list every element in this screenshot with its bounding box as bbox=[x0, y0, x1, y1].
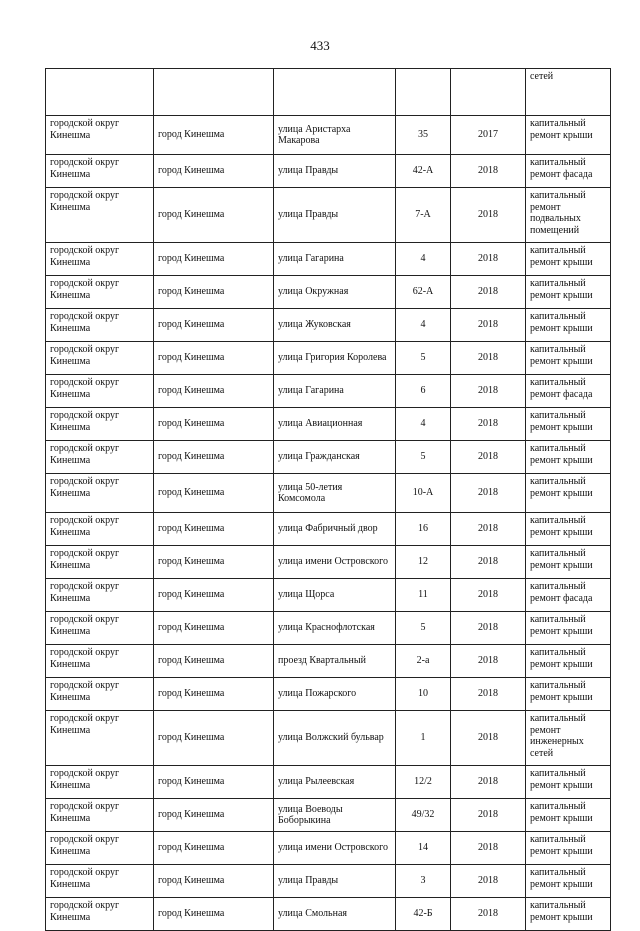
cell-year: 2018 bbox=[451, 513, 526, 546]
cell-district: городской округ Кинешма bbox=[46, 865, 154, 898]
cell-year: 2018 bbox=[451, 188, 526, 243]
cell-district: городской округ Кинешма bbox=[46, 711, 154, 766]
cell-year: 2018 bbox=[451, 276, 526, 309]
table-row bbox=[46, 441, 611, 474]
cell-district: городской округ Кинешма bbox=[46, 546, 154, 579]
cell-city: город Кинешма bbox=[154, 116, 274, 155]
cell-district bbox=[46, 69, 154, 116]
table-row bbox=[46, 155, 611, 188]
cell-street: улица Фабричный двор bbox=[274, 513, 396, 546]
table-row-continued bbox=[46, 69, 611, 116]
cell-house: 49/32 bbox=[396, 799, 451, 832]
cell-work: капитальный ремонт крыши bbox=[526, 898, 611, 931]
cell-district: городской округ Кинешма bbox=[46, 612, 154, 645]
cell-house: 4 bbox=[396, 408, 451, 441]
cell-house: 42-Б bbox=[396, 898, 451, 931]
cell-city: город Кинешма bbox=[154, 408, 274, 441]
cell-year: 2018 bbox=[451, 342, 526, 375]
cell-street: улица имени Островского bbox=[274, 832, 396, 865]
cell-house: 1 bbox=[396, 711, 451, 766]
table-row bbox=[46, 309, 611, 342]
cell-street: улица Пожарского bbox=[274, 678, 396, 711]
page-number: 433 bbox=[310, 38, 330, 53]
cell-house: 12 bbox=[396, 546, 451, 579]
cell-street: улица 50-летия Комсомола bbox=[274, 474, 396, 513]
cell-house: 10-А bbox=[396, 474, 451, 513]
cell-city: город Кинешма bbox=[154, 276, 274, 309]
table-row bbox=[46, 546, 611, 579]
cell-work: капитальный ремонт крыши bbox=[526, 474, 611, 513]
cell-street bbox=[274, 69, 396, 116]
cell-street: улица имени Островского bbox=[274, 546, 396, 579]
cell-year: 2017 bbox=[451, 116, 526, 155]
table-row bbox=[46, 276, 611, 309]
cell-year bbox=[451, 69, 526, 116]
cell-district: городской округ Кинешма bbox=[46, 766, 154, 799]
cell-year: 2018 bbox=[451, 711, 526, 766]
cell-house: 35 bbox=[396, 116, 451, 155]
cell-year: 2018 bbox=[451, 766, 526, 799]
cell-house: 3 bbox=[396, 865, 451, 898]
cell-city: город Кинешма bbox=[154, 612, 274, 645]
table-row bbox=[46, 612, 611, 645]
cell-street: улица Гагарина bbox=[274, 243, 396, 276]
cell-work: капитальный ремонт крыши bbox=[526, 832, 611, 865]
cell-district: городской округ Кинешма bbox=[46, 513, 154, 546]
table-row bbox=[46, 898, 611, 931]
cell-work: капитальный ремонт крыши bbox=[526, 645, 611, 678]
cell-work: капитальный ремонт фасада bbox=[526, 155, 611, 188]
cell-city: город Кинешма bbox=[154, 309, 274, 342]
repair-schedule-table bbox=[45, 68, 611, 931]
cell-city: город Кинешма bbox=[154, 243, 274, 276]
cell-work: капитальный ремонт крыши bbox=[526, 546, 611, 579]
cell-district: городской округ Кинешма bbox=[46, 474, 154, 513]
cell-house: 62-А bbox=[396, 276, 451, 309]
cell-district: городской округ Кинешма bbox=[46, 309, 154, 342]
cell-street: проезд Квартальный bbox=[274, 645, 396, 678]
cell-street: улица Рылеевская bbox=[274, 766, 396, 799]
table-row bbox=[46, 474, 611, 513]
cell-city: город Кинешма bbox=[154, 188, 274, 243]
cell-city: город Кинешма bbox=[154, 441, 274, 474]
cell-district: городской округ Кинешма bbox=[46, 342, 154, 375]
cell-house: 16 bbox=[396, 513, 451, 546]
cell-district: городской округ Кинешма bbox=[46, 408, 154, 441]
cell-district: городской округ Кинешма bbox=[46, 645, 154, 678]
cell-year: 2018 bbox=[451, 612, 526, 645]
cell-work: капитальный ремонт крыши bbox=[526, 799, 611, 832]
cell-city: город Кинешма bbox=[154, 766, 274, 799]
cell-district: городской округ Кинешма bbox=[46, 441, 154, 474]
table-row bbox=[46, 342, 611, 375]
cell-year: 2018 bbox=[451, 678, 526, 711]
cell-year: 2018 bbox=[451, 799, 526, 832]
cell-work: капитальный ремонт крыши bbox=[526, 766, 611, 799]
cell-house: 5 bbox=[396, 342, 451, 375]
table-row bbox=[46, 711, 611, 766]
cell-work: капитальный ремонт крыши bbox=[526, 243, 611, 276]
cell-city: город Кинешма bbox=[154, 342, 274, 375]
cell-work: сетей bbox=[526, 69, 611, 116]
table-row bbox=[46, 188, 611, 243]
cell-street: улица Авиационная bbox=[274, 408, 396, 441]
cell-work: капитальный ремонт фасада bbox=[526, 375, 611, 408]
cell-street: улица Правды bbox=[274, 865, 396, 898]
cell-year: 2018 bbox=[451, 155, 526, 188]
cell-work: капитальный ремонт крыши bbox=[526, 116, 611, 155]
table-row bbox=[46, 408, 611, 441]
cell-house: 11 bbox=[396, 579, 451, 612]
cell-year: 2018 bbox=[451, 309, 526, 342]
cell-street: улица Щорса bbox=[274, 579, 396, 612]
cell-street: улица Аристарха Макарова bbox=[274, 116, 396, 155]
table-row bbox=[46, 645, 611, 678]
cell-district: городской округ Кинешма bbox=[46, 579, 154, 612]
cell-city: город Кинешма bbox=[154, 832, 274, 865]
cell-house: 10 bbox=[396, 678, 451, 711]
cell-work: капитальный ремонт подвальных помещений bbox=[526, 188, 611, 243]
cell-city: город Кинешма bbox=[154, 645, 274, 678]
cell-district: городской округ Кинешма bbox=[46, 243, 154, 276]
cell-district: городской округ Кинешма bbox=[46, 188, 154, 243]
cell-city: город Кинешма bbox=[154, 678, 274, 711]
cell-year: 2018 bbox=[451, 898, 526, 931]
cell-street: улица Правды bbox=[274, 188, 396, 243]
cell-house: 12/2 bbox=[396, 766, 451, 799]
cell-street: улица Окружная bbox=[274, 276, 396, 309]
cell-street: улица Гражданская bbox=[274, 441, 396, 474]
table-body bbox=[46, 69, 611, 931]
cell-house: 4 bbox=[396, 309, 451, 342]
cell-city: город Кинешма bbox=[154, 513, 274, 546]
cell-year: 2018 bbox=[451, 243, 526, 276]
cell-work: капитальный ремонт инженерных сетей bbox=[526, 711, 611, 766]
cell-district: городской округ Кинешма bbox=[46, 155, 154, 188]
cell-house: 7-А bbox=[396, 188, 451, 243]
table-row bbox=[46, 678, 611, 711]
cell-street: улица Гагарина bbox=[274, 375, 396, 408]
cell-district: городской округ Кинешма bbox=[46, 832, 154, 865]
cell-house: 2-а bbox=[396, 645, 451, 678]
cell-year: 2018 bbox=[451, 375, 526, 408]
cell-district: городской округ Кинешма bbox=[46, 678, 154, 711]
cell-year: 2018 bbox=[451, 832, 526, 865]
cell-work: капитальный ремонт фасада bbox=[526, 579, 611, 612]
cell-work: капитальный ремонт крыши bbox=[526, 408, 611, 441]
cell-district: городской округ Кинешма bbox=[46, 276, 154, 309]
cell-year: 2018 bbox=[451, 474, 526, 513]
cell-house: 4 bbox=[396, 243, 451, 276]
cell-district: городской округ Кинешма bbox=[46, 898, 154, 931]
cell-city: город Кинешма bbox=[154, 579, 274, 612]
cell-year: 2018 bbox=[451, 645, 526, 678]
cell-work: капитальный ремонт крыши bbox=[526, 342, 611, 375]
cell-year: 2018 bbox=[451, 546, 526, 579]
table-row bbox=[46, 243, 611, 276]
table-row bbox=[46, 375, 611, 408]
table-row bbox=[46, 513, 611, 546]
cell-work: капитальный ремонт крыши bbox=[526, 678, 611, 711]
cell-street: улица Воеводы Боборыкина bbox=[274, 799, 396, 832]
table-row bbox=[46, 799, 611, 832]
cell-house: 14 bbox=[396, 832, 451, 865]
table-row bbox=[46, 116, 611, 155]
cell-city: город Кинешма bbox=[154, 711, 274, 766]
table-row bbox=[46, 766, 611, 799]
cell-house bbox=[396, 69, 451, 116]
cell-district: городской округ Кинешма bbox=[46, 799, 154, 832]
cell-work: капитальный ремонт крыши bbox=[526, 276, 611, 309]
cell-street: улица Волжский бульвар bbox=[274, 711, 396, 766]
cell-street: улица Жуковская bbox=[274, 309, 396, 342]
cell-work: капитальный ремонт крыши bbox=[526, 513, 611, 546]
cell-street: улица Правды bbox=[274, 155, 396, 188]
cell-house: 42-А bbox=[396, 155, 451, 188]
cell-street: улица Смольная bbox=[274, 898, 396, 931]
cell-work: капитальный ремонт крыши bbox=[526, 441, 611, 474]
table-row bbox=[46, 865, 611, 898]
cell-work: капитальный ремонт крыши bbox=[526, 612, 611, 645]
cell-city: город Кинешма bbox=[154, 474, 274, 513]
cell-city: город Кинешма bbox=[154, 375, 274, 408]
cell-house: 5 bbox=[396, 612, 451, 645]
cell-house: 6 bbox=[396, 375, 451, 408]
cell-city: город Кинешма bbox=[154, 898, 274, 931]
table-row bbox=[46, 579, 611, 612]
cell-city: город Кинешма bbox=[154, 546, 274, 579]
cell-year: 2018 bbox=[451, 441, 526, 474]
cell-work: капитальный ремонт крыши bbox=[526, 309, 611, 342]
cell-city: город Кинешма bbox=[154, 799, 274, 832]
cell-year: 2018 bbox=[451, 408, 526, 441]
table-row bbox=[46, 832, 611, 865]
cell-work: капитальный ремонт крыши bbox=[526, 865, 611, 898]
cell-year: 2018 bbox=[451, 579, 526, 612]
cell-city: город Кинешма bbox=[154, 865, 274, 898]
cell-house: 5 bbox=[396, 441, 451, 474]
cell-district: городской округ Кинешма bbox=[46, 116, 154, 155]
cell-district: городской округ Кинешма bbox=[46, 375, 154, 408]
cell-street: улица Григория Королева bbox=[274, 342, 396, 375]
cell-street: улица Краснофлотская bbox=[274, 612, 396, 645]
cell-city bbox=[154, 69, 274, 116]
cell-city: город Кинешма bbox=[154, 155, 274, 188]
cell-year: 2018 bbox=[451, 865, 526, 898]
